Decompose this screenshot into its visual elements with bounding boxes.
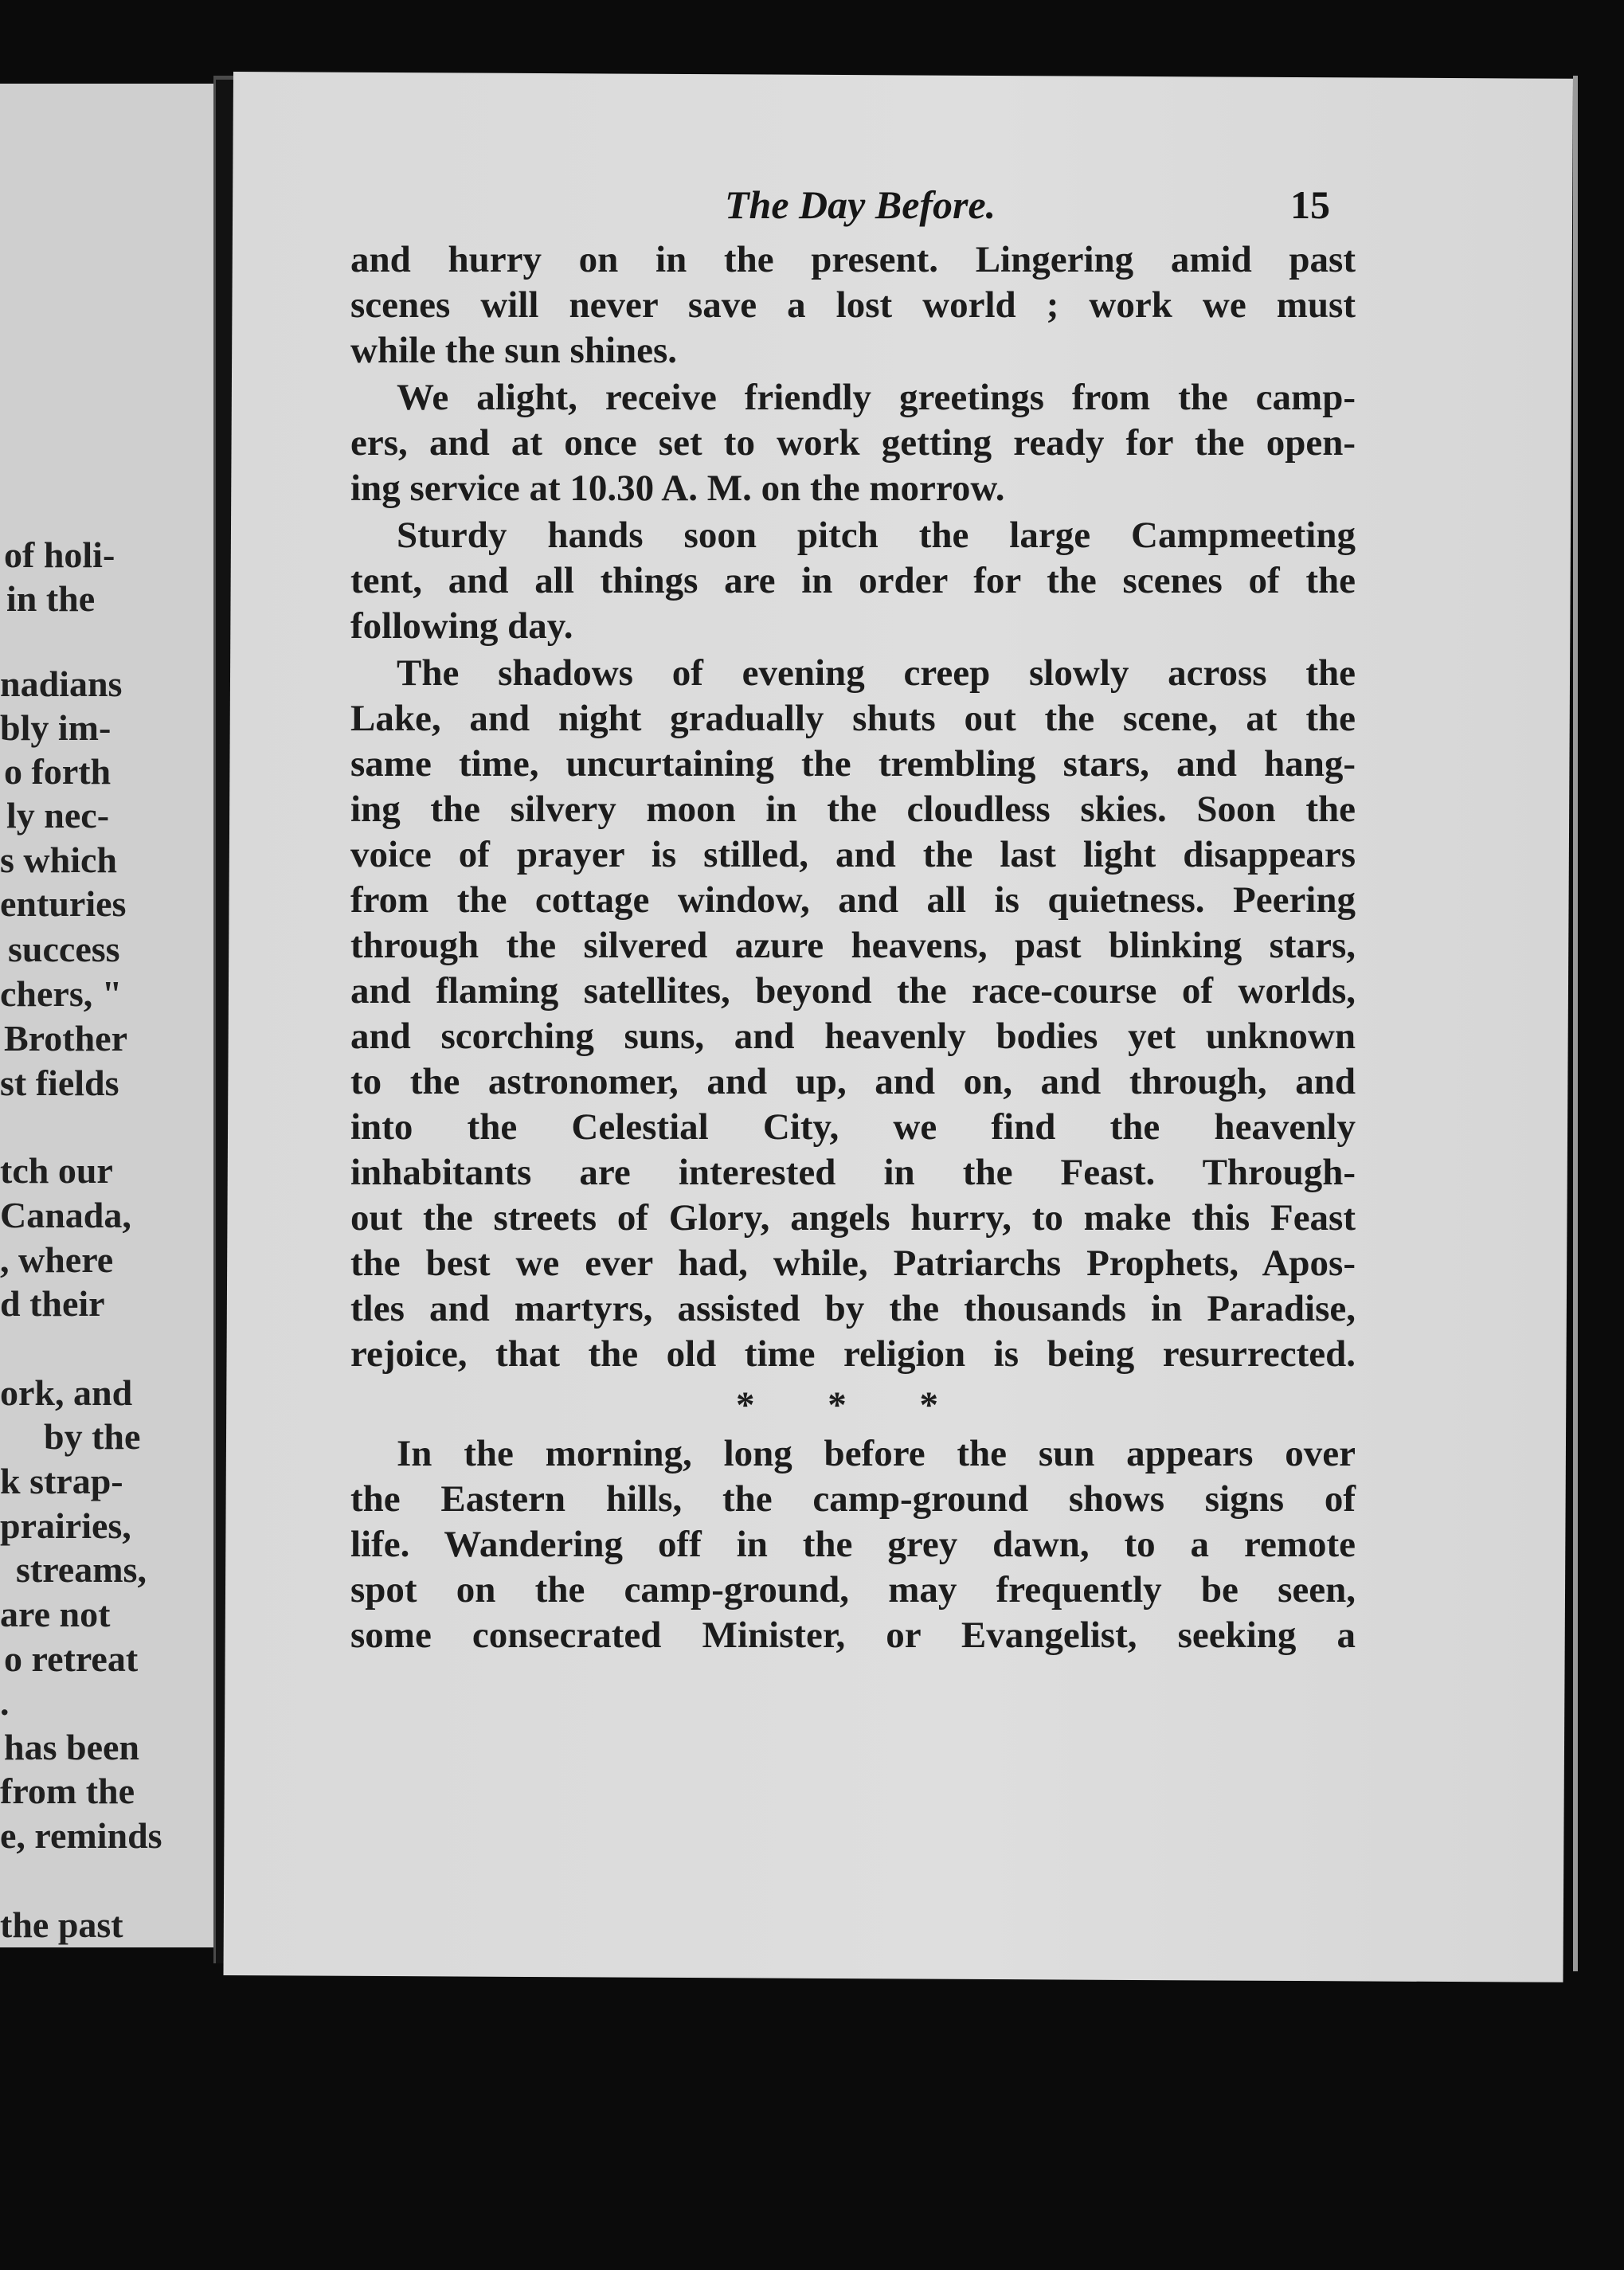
- paragraph: [350, 651, 1356, 1377]
- text-line: and scorching suns, and heavenly bodies yet unknown: [350, 1016, 1356, 1057]
- paragraph: [350, 1431, 1356, 1658]
- left-page-text-fragment: ork, and: [0, 1372, 133, 1413]
- left-page-text-fragment: are not: [0, 1594, 111, 1634]
- left-page-text-fragment: has been: [4, 1727, 139, 1767]
- left-page-text-fragment: of holi-: [4, 534, 115, 575]
- text-line: some consecrated Minister, or Evangelist, seeking a: [350, 1614, 1356, 1656]
- running-head: [486, 182, 1330, 245]
- left-page-text-fragment: chers, ": [0, 973, 123, 1014]
- left-page-text-fragment: .: [0, 1682, 10, 1723]
- text-line: and flaming satellites, beyond the race-course of worlds,: [350, 970, 1356, 1012]
- left-page-text-fragment: from the: [0, 1771, 135, 1811]
- left-page-text-fragment: st fields: [0, 1063, 119, 1103]
- text-line: scenes will never save a lost world ; work we must: [350, 284, 1356, 326]
- left-page-text-fragment: the past: [0, 1904, 123, 1945]
- text-line: In the morning, long before the sun appears over: [397, 1433, 1356, 1474]
- left-page-text-fragment: o retreat: [4, 1638, 139, 1679]
- left-page-text-fragment: prairies,: [0, 1505, 131, 1546]
- text-line: voice of prayer is stilled, and the last light disappears: [350, 834, 1356, 875]
- text-line: ers, and at once set to work getting ready for the open-: [350, 422, 1356, 464]
- left-page-text-fragment: success: [8, 929, 120, 969]
- text-line: the Eastern hills, the camp-ground shows signs of: [350, 1478, 1356, 1520]
- paragraph: [350, 375, 1356, 511]
- left-page-text-fragment: enturies: [0, 883, 127, 924]
- text-line: following day.: [350, 605, 573, 647]
- text-line: and hurry on in the present. Lingering amid past: [350, 239, 1356, 280]
- left-page-text-fragment: ly nec-: [6, 795, 110, 836]
- page-number: 15: [1290, 182, 1330, 227]
- text-line: same time, uncurtaining the trembling stars, and hang-: [350, 743, 1356, 785]
- left-facing-page: [0, 84, 213, 1947]
- left-page-text-fragment: Brother: [4, 1018, 128, 1059]
- text-line: into the Celestial City, we find the heavenly: [350, 1106, 1356, 1148]
- left-page-text-fragment: e, reminds: [0, 1815, 162, 1856]
- text-line: ing the silvery moon in the cloudless skies. Soon the: [350, 789, 1356, 830]
- left-page-text-fragment: tch our: [0, 1150, 113, 1191]
- text-line: spot on the camp-ground, may frequently be seen,: [350, 1569, 1356, 1611]
- left-page-text-fragment: , where: [0, 1239, 114, 1280]
- text-line: inhabitants are interested in the Feast. Through-: [350, 1152, 1356, 1193]
- left-page-text-fragment: nadians: [0, 663, 123, 704]
- left-page-text-fragment: in the: [6, 578, 96, 619]
- left-page-text-fragment: bly im-: [0, 707, 112, 748]
- text-line: tles and martyrs, assisted by the thousands in Paradise,: [350, 1288, 1356, 1329]
- left-page-text-fragment: o forth: [4, 751, 112, 792]
- running-title: The Day Before.: [725, 182, 996, 227]
- text-line: through the silvered azure heavens, past blinking stars,: [350, 925, 1356, 966]
- left-page-text-fragment: Canada,: [0, 1195, 131, 1235]
- right-page-edge: [1573, 76, 1578, 1971]
- text-line: out the streets of Glory, angels hurry, to make this Feast: [350, 1197, 1356, 1239]
- paragraph: [350, 513, 1356, 649]
- left-page-text-fragment: d their: [0, 1283, 105, 1324]
- left-page-text-fragment: s which: [0, 840, 117, 880]
- body-text: [350, 237, 1356, 1660]
- text-line: from the cottage window, and all is quietness. Peering: [350, 879, 1356, 921]
- paragraph: [350, 237, 1356, 374]
- text-line: We alight, receive friendly greetings from the camp-: [397, 377, 1356, 418]
- text-line: to the astronomer, and up, and on, and through, and: [350, 1061, 1356, 1102]
- text-line: The shadows of evening creep slowly across the: [397, 652, 1356, 694]
- text-line: tent, and all things are in order for the scenes of the: [350, 560, 1356, 601]
- left-page-text-fragment: by the: [44, 1416, 141, 1457]
- text-line: life. Wandering off in the grey dawn, to a remote: [350, 1524, 1356, 1565]
- text-line: the best we ever had, while, Patriarchs Prophets, Apos-: [350, 1243, 1356, 1284]
- section-separator: * * *: [736, 1384, 970, 1426]
- text-line: Sturdy hands soon pitch the large Campmeeting: [397, 515, 1356, 556]
- text-line: while the sun shines.: [350, 330, 678, 371]
- left-page-text-fragment: k strap-: [0, 1461, 123, 1501]
- left-page-text-fragments: [0, 84, 213, 1947]
- left-page-text-fragment: streams,: [16, 1549, 147, 1590]
- text-line: ing service at 10.30 A. M. on the morrow.: [350, 468, 1005, 509]
- text-line: rejoice, that the old time religion is being resurrected.: [350, 1333, 1356, 1375]
- text-line: Lake, and night gradually shuts out the scene, at the: [350, 698, 1356, 739]
